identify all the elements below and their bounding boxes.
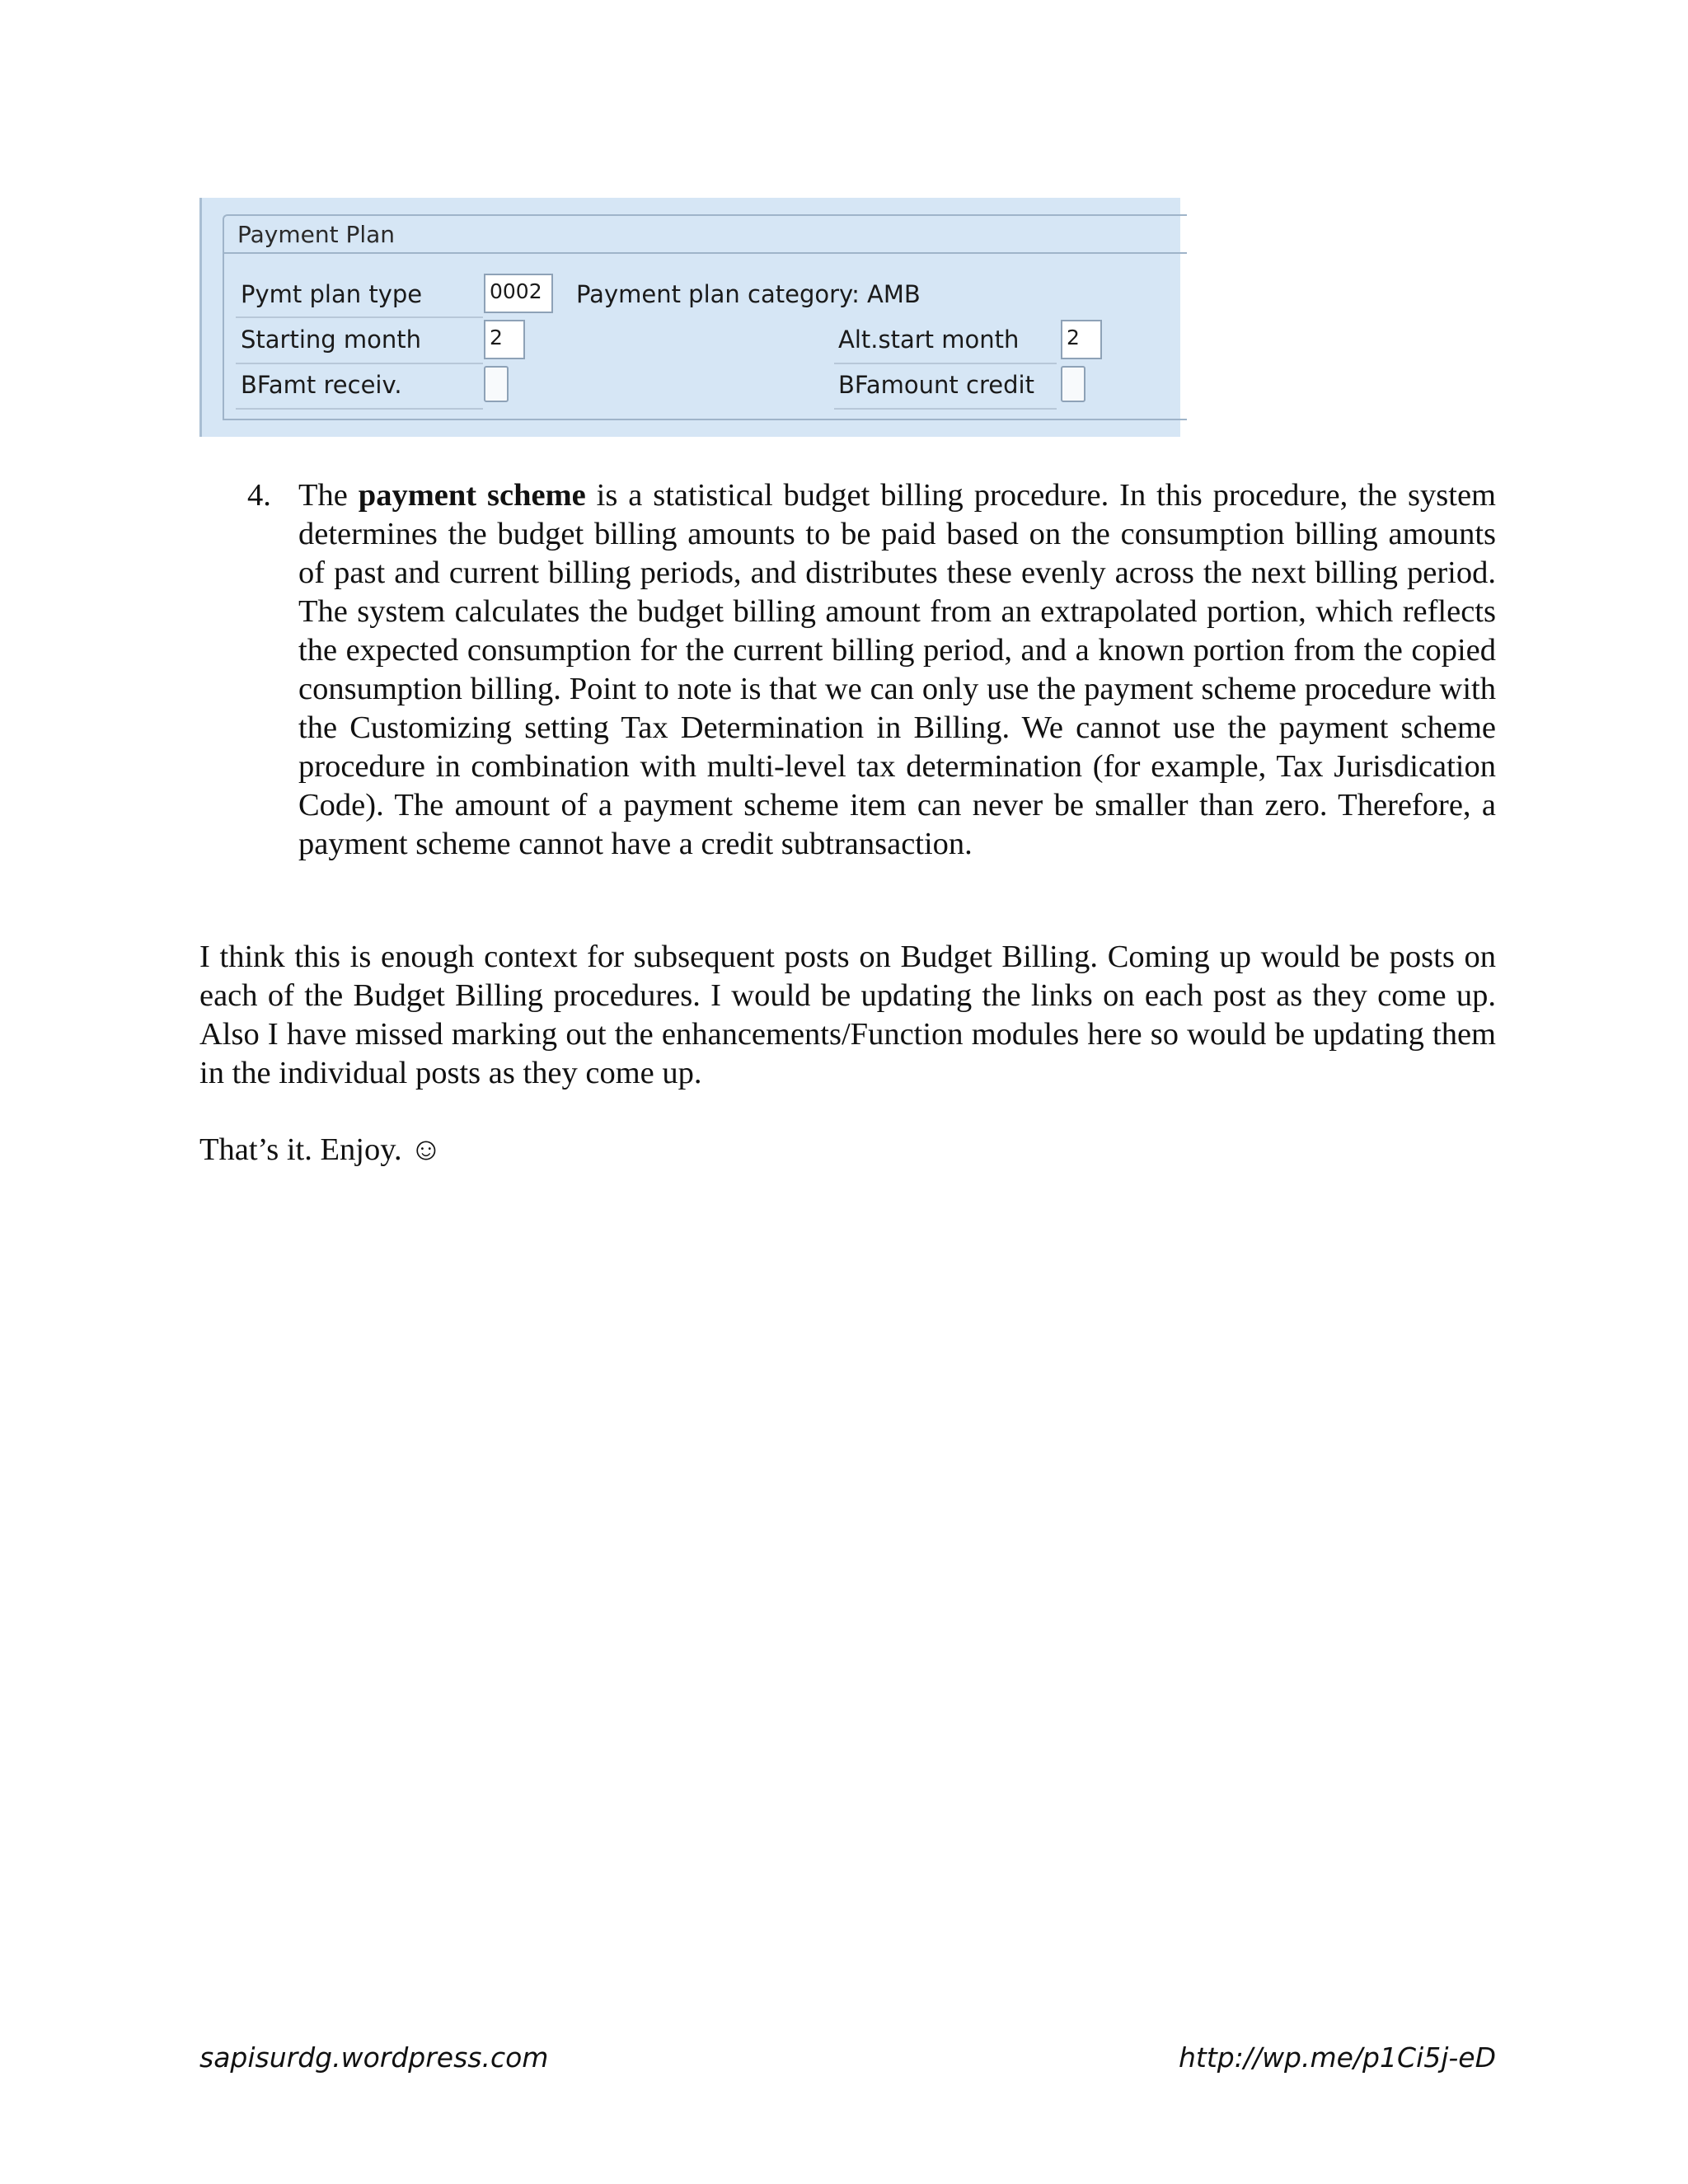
group-title: Payment Plan (237, 221, 396, 248)
footer-short-link[interactable]: http://wp.me/p1Ci5j-eD (1178, 2041, 1496, 2074)
pymt-plan-type-label: Pymt plan type (241, 280, 423, 308)
pymt-plan-type-field[interactable]: 0002 (484, 274, 553, 313)
list-item-body: is a statistical budget billing procedure. In this procedure, the system determines the budget billing amounts to be paid based on the consumption billing amounts of past and current billing periods, and distributes these evenly across the next billing period. The system calculates the budget billing amount from an extrapolated portion, which reflects the expected consumption for the current billing period, and a known portion from the copied consumption billing. Point to note is that we can only use the payment scheme procedure with the Customizing setting Tax Determination in Billing. We cannot use the payment scheme procedure in combination with multi-level tax determination (for example, Tax Jurisdication Code). The amount of a payment scheme item can never be smaller than zero. Therefore, a payment scheme cannot have a credit subtransaction. (298, 478, 1496, 861)
alt-start-month-label: Alt.start month (838, 326, 1020, 354)
footer-site-link[interactable]: sapisurdg.wordpress.com (199, 2041, 549, 2074)
starting-month-label: Starting month (241, 326, 422, 354)
bf-amt-receiv-label: BFamt receiv. (241, 371, 402, 399)
list-item-text (298, 476, 1496, 864)
ordered-list (247, 476, 1496, 864)
closing-paragraph: I think this is enough context for subsequent posts on Budget Billing. Coming up would be posts on each of the Budget Billing procedures. I would be updating the links on each post as they come up. Also I have missed marking out the enhancements/Function modules here so would be updating them in the individual posts as they come up. (199, 940, 1496, 1090)
label-underline (236, 363, 483, 364)
list-number: 4. (247, 478, 271, 513)
payment-scheme-term: payment scheme (358, 478, 586, 513)
sign-off-paragraph: That’s it. Enjoy. ☺ (199, 1132, 443, 1167)
label-underline (236, 316, 483, 318)
label-underline (834, 408, 1057, 410)
payment-plan-screenshot (199, 198, 1180, 437)
bf-amt-receiv-checkbox[interactable] (484, 366, 509, 402)
label-underline (236, 408, 483, 410)
payment-plan-category-text: Payment plan category: AMB (576, 280, 921, 308)
alt-start-month-field[interactable]: 2 (1061, 320, 1102, 359)
label-underline (834, 363, 1057, 364)
list-item-lead: The (298, 478, 359, 513)
payment-plan-group (223, 214, 1187, 420)
starting-month-field[interactable]: 2 (484, 320, 525, 359)
bf-amount-credit-checkbox[interactable] (1061, 366, 1085, 402)
group-header (224, 216, 1187, 254)
bf-amount-credit-label: BFamount credit (838, 371, 1034, 399)
